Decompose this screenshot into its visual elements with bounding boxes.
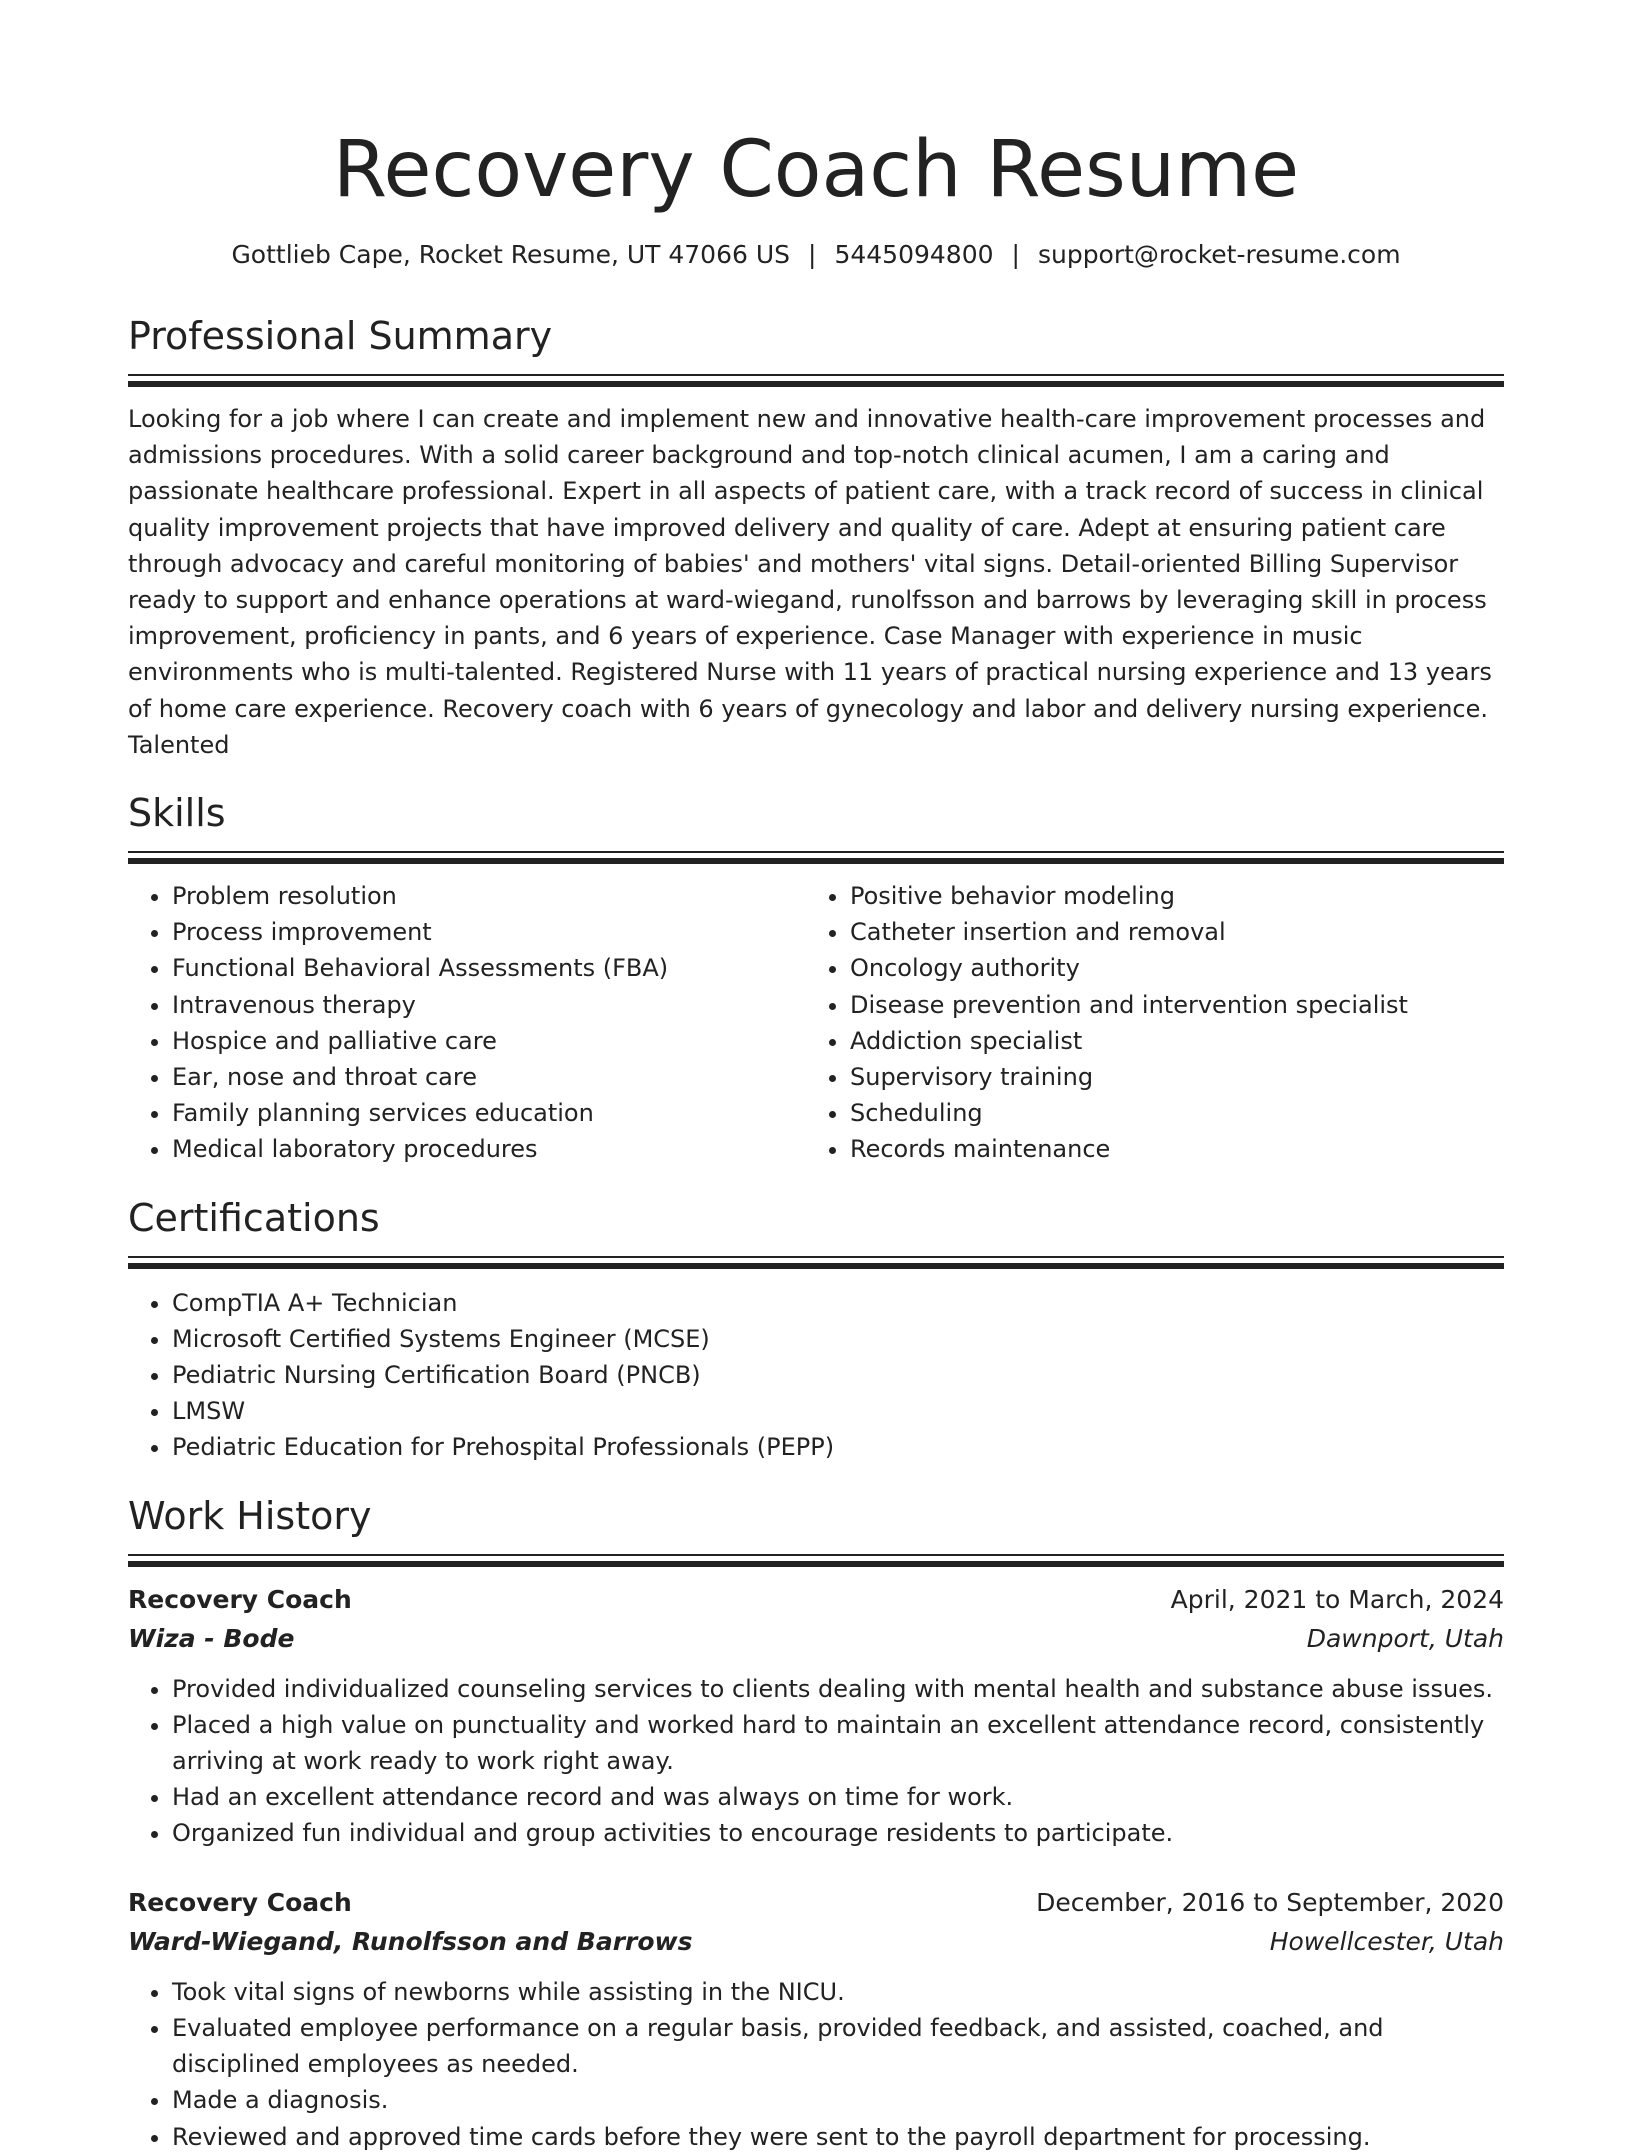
certification-item: • CompTIA A+ Technician	[172, 1285, 1504, 1321]
certifications-heading: Certifications	[128, 1195, 380, 1240]
job-duty-item: • Reviewed and approved time cards before they were sent to the payroll department for processing.	[172, 2119, 1504, 2155]
skill-item: • Disease prevention and intervention specialist	[850, 987, 1484, 1023]
contact-email: support@rocket-resume.com	[1037, 240, 1401, 269]
certification-item: • LMSW	[172, 1393, 1504, 1429]
job-entry	[128, 1884, 1504, 2155]
job-title: Recovery Coach	[128, 1584, 352, 1614]
summary-section	[128, 312, 1504, 763]
skill-item: • Records maintenance	[850, 1131, 1484, 1167]
skills-columns	[128, 864, 1504, 1168]
job-duty-item: • Provided individualized counseling services to clients dealing with mental health and substance abuse issues.	[172, 1671, 1504, 1707]
skill-item: • Catheter insertion and removal	[850, 914, 1484, 950]
skill-item: • Problem resolution	[172, 878, 806, 914]
skill-item: • Process improvement	[172, 914, 806, 950]
job-duty-item: • Placed a high value on punctuality and worked hard to maintain an excellent attendance record, consistently arriving at work ready to work right away.	[172, 1707, 1504, 1779]
section-divider	[128, 1554, 1504, 1567]
summary-heading: Professional Summary	[128, 314, 553, 358]
skill-item: • Addiction specialist	[850, 1023, 1484, 1059]
job-title: Recovery Coach	[128, 1887, 352, 1917]
job-dates: December, 2016 to September, 2020	[1036, 1887, 1504, 1917]
skill-item: • Supervisory training	[850, 1059, 1484, 1095]
skill-item: • Oncology authority	[850, 950, 1484, 986]
skill-item: • Intravenous therapy	[172, 987, 806, 1023]
skills-list-left	[128, 878, 806, 1168]
section-divider	[128, 851, 1504, 864]
certifications-section	[128, 1194, 1504, 1466]
job-duties-list	[128, 1974, 1504, 2155]
job-duty-item: • Evaluated employee performance on a regular basis, provided feedback, and assisted, coached, and disciplined employees as needed.	[172, 2010, 1504, 2082]
skill-item: • Ear, nose and throat care	[172, 1059, 806, 1095]
job-duty-item: • Made a diagnosis.	[172, 2082, 1504, 2118]
contact-separator: |	[808, 240, 817, 269]
job-entry	[128, 1581, 1504, 1852]
skill-item: • Hospice and palliative care	[172, 1023, 806, 1059]
job-duties-list	[128, 1671, 1504, 1852]
job-duty-item: • Had an excellent attendance record and was always on time for work.	[172, 1779, 1504, 1815]
job-subheader-row	[128, 1922, 1504, 1962]
job-subheader-row	[128, 1619, 1504, 1659]
skill-item: • Medical laboratory procedures	[172, 1131, 806, 1167]
skill-item: • Positive behavior modeling	[850, 878, 1484, 914]
skills-list-right	[806, 878, 1484, 1168]
job-dates: April, 2021 to March, 2024	[1170, 1584, 1504, 1614]
contact-address: Gottlieb Cape, Rocket Resume, UT 47066 US	[231, 240, 791, 269]
job-header-row	[128, 1884, 1504, 1922]
work-history-heading: Work History	[128, 1493, 372, 1538]
skills-heading: Skills	[128, 791, 226, 836]
contact-separator: |	[1011, 240, 1020, 269]
resume-page	[128, 0, 1504, 2155]
job-location: Dawnport, Utah	[1306, 1623, 1504, 1653]
contact-phone: 5445094800	[834, 240, 994, 269]
contact-line	[128, 238, 1504, 272]
skill-item: • Family planning services education	[172, 1095, 806, 1131]
certification-item: • Microsoft Certified Systems Engineer (MCSE)	[172, 1321, 1504, 1357]
skills-section	[128, 789, 1504, 1168]
certifications-list	[128, 1285, 1504, 1466]
skill-item: • Scheduling	[850, 1095, 1484, 1131]
certification-item: • Pediatric Nursing Certification Board (PNCB)	[172, 1357, 1504, 1393]
resume-title: Recovery Coach Resume	[332, 125, 1300, 215]
section-divider	[128, 374, 1504, 387]
job-location: Howellcester, Utah	[1269, 1926, 1504, 1956]
section-divider	[128, 1256, 1504, 1269]
job-company: Ward-Wiegand, Runolfsson and Barrows	[128, 1926, 693, 1956]
work-history-section	[128, 1492, 1504, 2155]
summary-text: Looking for a job where I can create and implement new and innovative health-care improvement processes and admissions procedures. With a solid career background and top-notch clinical acumen, I am a caring and passionate healthcare professional. Expert in all aspects of patient care, with a track record of success in clinical quality improvement projects that have improved delivery and quality of care. Adept at ensuring patient care through advocacy and careful monitoring of babies' and mothers' vital signs. Detail-oriented Billing Supervisor ready to support and enhance operations at ward-wiegand, runolfsson and barrows by leveraging skill in process improvement, proficiency in pants, and 6 years of experience. Case Manager with experience in music environments who is multi-talented. Registered Nurse with 11 years of practical nursing experience and 13 years of home care experience. Recovery coach with 6 years of gynecology and labor and delivery nursing experience. Talented	[128, 405, 1492, 759]
skill-item: • Functional Behavioral Assessments (FBA)	[172, 950, 806, 986]
job-duty-item: • Organized fun individual and group activities to encourage residents to participate.	[172, 1815, 1504, 1851]
job-company: Wiza - Bode	[128, 1623, 295, 1653]
certification-item: • Pediatric Education for Prehospital Professionals (PEPP)	[172, 1429, 1504, 1465]
job-header-row	[128, 1581, 1504, 1619]
job-duty-item: • Took vital signs of newborns while assisting in the NICU.	[172, 1974, 1504, 2010]
